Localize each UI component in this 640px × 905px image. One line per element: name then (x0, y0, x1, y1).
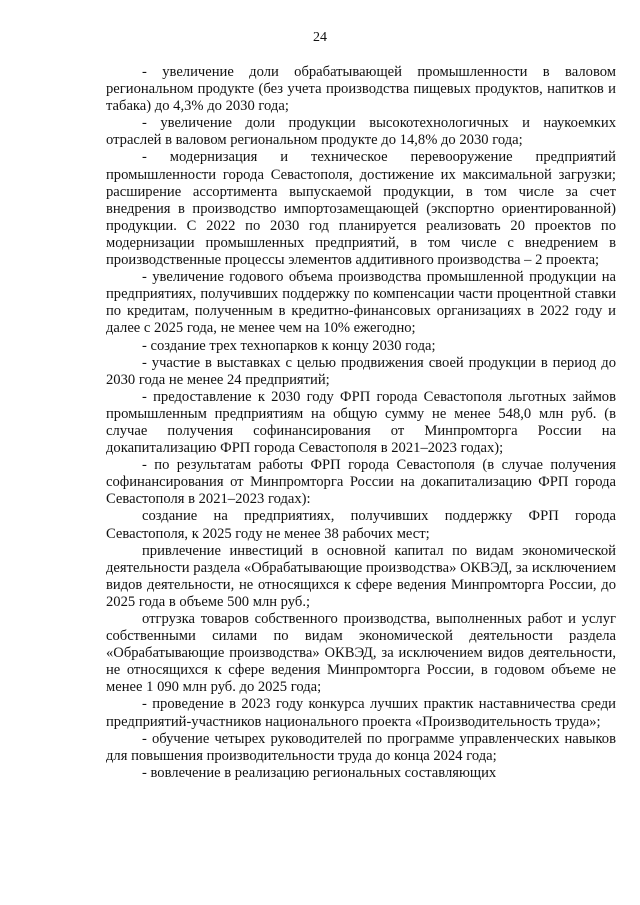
document-body (106, 64, 616, 782)
paragraph-involvement: - вовлечение в реализацию региональных составляющих (142, 764, 497, 781)
page-number: 24 (313, 30, 327, 45)
paragraph-production-volume: - увеличение годового объема производства промышленной продукции на предприятиях, получивших поддержку по компенсации части процентной ставки по кредитам, полученным в кредитно-финансовых организациях в 2022 году и далее с 2025 года, не менее чем на 10% ежегодно; (106, 269, 616, 337)
paragraph-hightech-share: - увеличение доли продукции высокотехнологичных и наукоемких отраслей в валовом региональном продукте до 14,8% до 2030 года; (106, 115, 616, 149)
paragraph-jobs: создание на предприятиях, получивших поддержку ФРП города Севастополя, к 2025 году не менее 38 рабочих мест; (106, 508, 616, 542)
paragraph-modernization: - модернизация и техническое перевооружение предприятий промышленности города Севастополя, достижение их максимальной загрузки; расширение ассортимента выпускаемой продукции, в том числе за счет внедрения в производство импортозамещающей (экспортно ориентированной) продукции. С 2022 по 2030 год планируется реализовать 20 проектов по модернизации промышленных предприятий, в том числе с внедрением в производственные процессы элементов аддитивного производства – 2 проекта; (106, 149, 616, 269)
paragraph-frp-loans: - предоставление к 2030 году ФРП города Севастополя льготных займов промышленным предприятиям на общую сумму не менее 548,0 млн руб. (в случае получения софинансирования от Минпромторга России на докапитализацию ФРП города Севастополя в 2021–2023 годах); (106, 388, 616, 457)
paragraph-technoparks: - создание трех технопарков к концу 2030 года; (142, 337, 436, 354)
paragraph-investments: привлечение инвестиций в основной капитал по видам экономической деятельности раздела «Обрабатывающие производства» ОКВЭД, за исключением видов деятельности, не относящихся к сфере ведения Минпромторга России, до 2025 года в объеме 500 млн руб.; (106, 542, 616, 610)
paragraph-manufacturing-share: - увеличение доли обрабатывающей промышленности в валовом региональном продукте (без учета производства пищевых продуктов, напитков и табака) до 4,3% до 2030 года; (106, 64, 616, 115)
paragraph-shipments: отгрузка товаров собственного производства, выполненных работ и услуг собственными силами по видам экономической деятельности раздела «Обрабатывающие производства» ОКВЭД, за исключением видов деятельности, не относящихся к сфере ведения Минпромторга России, в годовом объеме не менее 1 090 млн руб. до 2025 года; (106, 611, 616, 696)
paragraph-managers-training: - обучение четырех руководителей по программе управленческих навыков для повышения производительности труда до конца 2024 года; (106, 730, 616, 764)
paragraph-frp-results: - по результатам работы ФРП города Севастополя (в случае получения софинансирования от Минпромторга России на докапитализацию ФРП города Севастополя в 2021–2023 годах): (106, 457, 616, 508)
paragraph-exhibitions: - участие в выставках с целью продвижения своей продукции в период до 2030 года не менее 24 предприятий; (106, 354, 616, 388)
paragraph-mentoring-contest: - проведение в 2023 году конкурса лучших практик наставничества среди предприятий-участников национального проекта «Производительность труда»; (106, 696, 616, 730)
